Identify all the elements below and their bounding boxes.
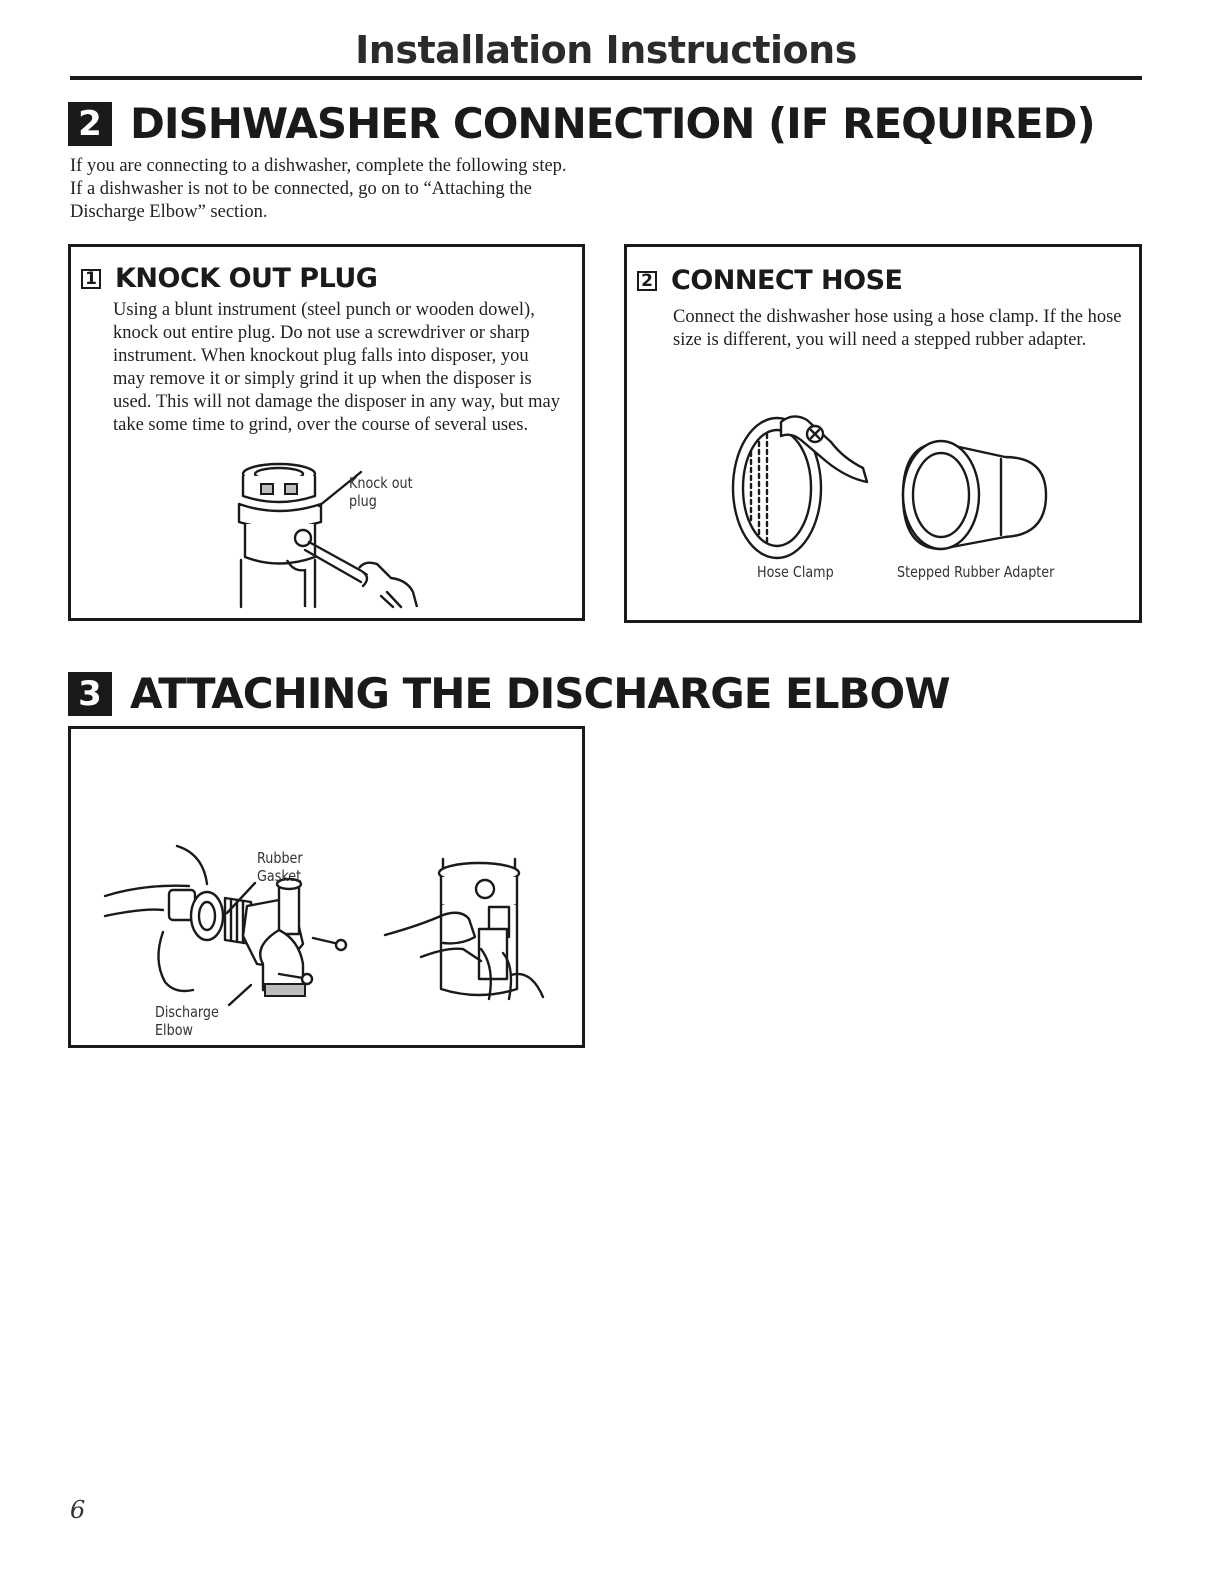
section-2-intro: If you are connecting to a dishwasher, complete the following step. If a dishwasher is not to be connected, go on to “Attaching the Discharge Elbow” section. (70, 156, 567, 222)
knock-out-label-line-2: plug (349, 492, 377, 510)
discharge-elbow-label-line-1: Discharge (155, 1003, 219, 1021)
knock-out-label-line-1: Knock out (349, 474, 413, 492)
elbow-installed-illustration (381, 849, 556, 1024)
knock-out-plug-heading (81, 263, 377, 294)
rubber-gasket-label-line-1: Rubber (257, 849, 303, 867)
page-number: 6 (70, 1496, 86, 1524)
discharge-elbow-panel (68, 726, 585, 1048)
step-1-number: 1 (81, 269, 101, 289)
gasket-pointer-line (221, 879, 261, 919)
hose-clamp-illustration (731, 412, 881, 562)
section-3-number: 3 (68, 672, 112, 716)
section-3-title: ATTACHING THE DISCHARGE ELBOW (130, 669, 950, 718)
step-2-text: Connect the dishwasher hose using a hose clamp. If the hose size is different, you will need a stepped rubber adapter. (673, 307, 1122, 350)
section-2-heading (68, 99, 1095, 148)
step-1-title: KNOCK OUT PLUG (115, 263, 378, 294)
section-3-heading (68, 669, 950, 718)
header-divider (70, 76, 1142, 80)
knock-out-plug-panel (68, 244, 585, 621)
step-2-title: CONNECT HOSE (671, 265, 903, 296)
page-title: Installation Instructions (355, 28, 857, 72)
section-2-title: DISHWASHER CONNECTION (IF REQUIRED) (130, 99, 1095, 148)
section-2-number: 2 (68, 102, 112, 146)
elbow-pointer-line (225, 981, 255, 1011)
hose-clamp-label: Hose Clamp (757, 563, 834, 581)
step-1-text: Using a blunt instrument (steel punch or wooden dowel), knock out entire plug. Do not use a screwdriver or sharp instrument. When knockout plug falls into disposer, you may remove it or simply grind it up when the disposer is used. This will not damage the disposer in any way, but may take some time to grind, over the course of several uses. (113, 300, 561, 435)
connect-hose-heading (637, 265, 902, 296)
connect-hose-panel (624, 244, 1142, 623)
discharge-elbow-label-line-2: Elbow (155, 1021, 193, 1039)
rubber-adapter-label: Stepped Rubber Adapter (897, 563, 1055, 581)
elbow-assembly-illustration (103, 844, 343, 1009)
rubber-adapter-illustration (901, 437, 1051, 557)
rubber-gasket-label-line-2: Gasket (257, 867, 302, 885)
step-2-number: 2 (637, 271, 657, 291)
